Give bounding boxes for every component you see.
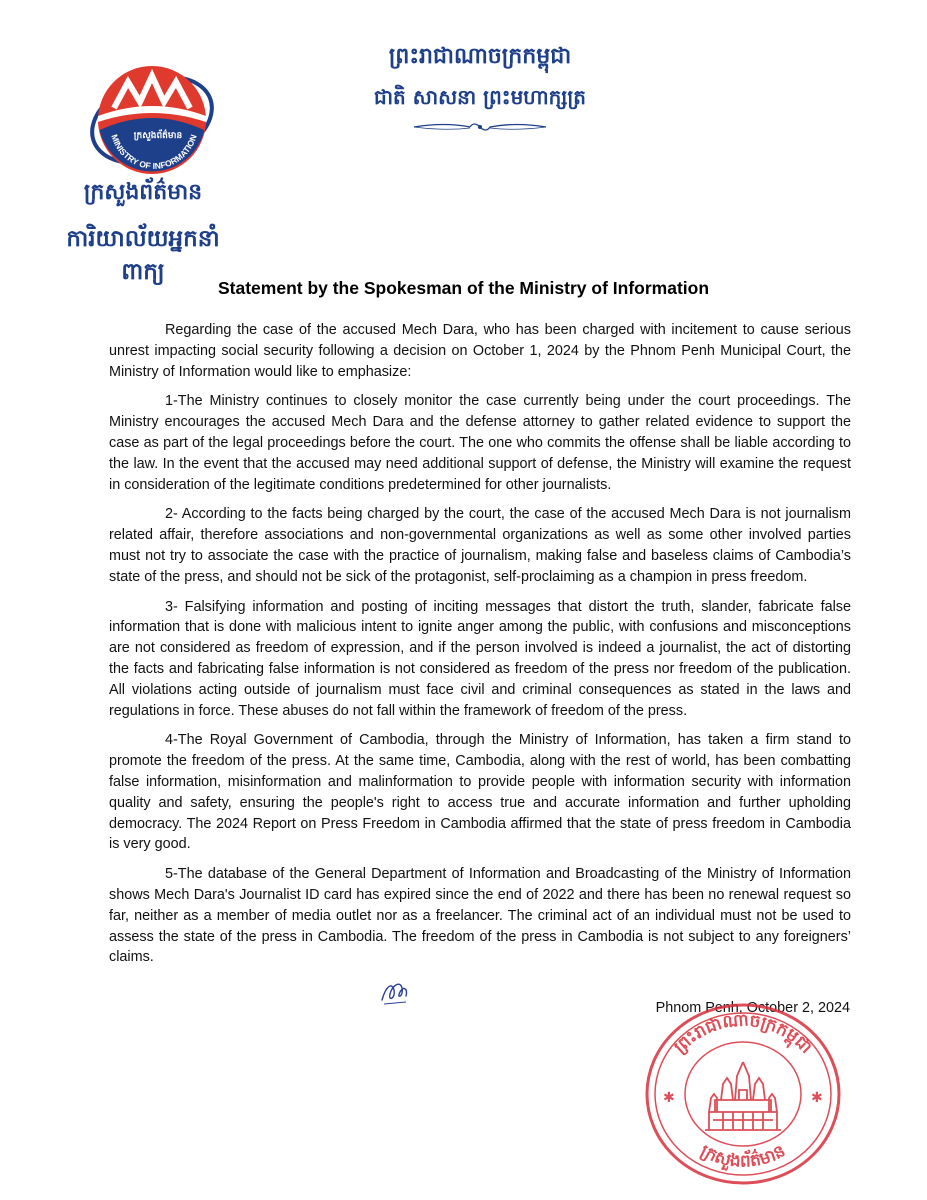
org-khmer-ministry: ក្រសួងព័ត៌មាន <box>83 180 203 205</box>
ministry-logo <box>86 58 236 188</box>
handwritten-signature <box>378 976 412 1008</box>
statement-body <box>109 320 851 977</box>
place-and-date: Phnom Penh, October 2, 2024 <box>655 1000 850 1016</box>
paragraph-point-5: 5-The database of the General Department of Information and Broadcasting of the Ministry of Information shows Mech Dara's Journalist ID card has expired since the end of 2022 and there has been no renewal request so far, neither as a member of media outlet nor as a freelancer. The criminal act of an individual must not be used to assess the state of the press in Cambodia. The freedom of the press in Cambodia is not subject to any foreigners’ claims. <box>109 866 851 966</box>
kingdom-motto: ជាតិ សាសនា ព្រះមហាក្សត្រ <box>374 85 586 109</box>
seal-star-left-icon: ✱ <box>663 1089 675 1105</box>
kingdom-title: ព្រះរាជាណាចក្រកម្ពុជា <box>388 44 572 69</box>
org-khmer-spokesman-office: ការិយាល័យអ្នកនាំពាក្យ <box>66 226 220 285</box>
paragraph-point-3: 3- Falsifying information and posting of inciting messages that distort the truth, slander, fabricate false information that is done with malicious intent to ignite anger among the public, with confusions and misconceptions are not considered as freedom of expression, and if the person involved is indeed a journalist, the act of distorting the facts and fabricating false information is not considered as freedom of the press nor freedom of the publication. All violations acting outside of journalism must face civil and criminal consequences as stated in the laws and regulations in force. These abuses do not fall within the framework of freedom of the press. <box>109 598 851 719</box>
paragraph-point-1: 1-The Ministry continues to closely monitor the case currently being under the court proceedings. The Ministry encourages the accused Mech Dara and the defense attorney to gather related evidence to support the case as part of the legal proceedings before the court. The one who commits the offense shall be liable according to the law. In the event that the accused may need additional support of defense, the Ministry will examine the request in consideration of the legitimate conditions predetermined for other journalists. <box>109 393 851 493</box>
logo-ministry-text: MINISTRY OF INFORMATION <box>109 133 199 171</box>
paragraph-intro: Regarding the case of the accused Mech Dara, who has been charged with incitement to cause serious unrest impacting social security following a decision on October 1, 2024 by the Phnom Penh Municipal Court, the Ministry of Information would like to emphasize: <box>109 322 851 380</box>
seal-top-text: ព្រះរាជាណាចក្រកម្ពុជា <box>670 1010 816 1058</box>
decorative-divider <box>410 120 550 134</box>
paragraph-point-4: 4-The Royal Government of Cambodia, through the Ministry of Information, has taken a firm stand to promote the freedom of the press. At the same time, Cambodia, along with the rest of world, has been combatting false information, misinformation and malinformation to provide people with information security with information quality and safety, ensuring the people's right to access true and accurate information and further upholding democracy. The 2024 Report on Press Freedom in Cambodia affirmed that the state of press freedom in Cambodia is very good. <box>109 732 851 853</box>
seal-star-right-icon: ✱ <box>811 1089 823 1105</box>
angkor-temple-icon <box>705 1062 781 1130</box>
paragraph-point-2: 2- According to the facts being charged by the court, the case of the accused Mech Dara is not journalism related affair, therefore associations and non-governmental organizations as well as some other involved parties must not try to associate the case with the practice of journalism, making false and baseless claims of Cambodia’s state of the press, and should not be sick of the protagonist, self-proclaiming as a champion in press freedom. <box>109 506 851 585</box>
official-seal <box>643 1002 843 1188</box>
document-title: Statement by the Spokesman of the Ministry of Information <box>217 278 710 298</box>
logo-khmer-text: ក្រសួងព័ត៌មាន <box>133 131 183 141</box>
seal-bottom-text: ក្រសួងព័ត៌មាន <box>697 1141 789 1172</box>
